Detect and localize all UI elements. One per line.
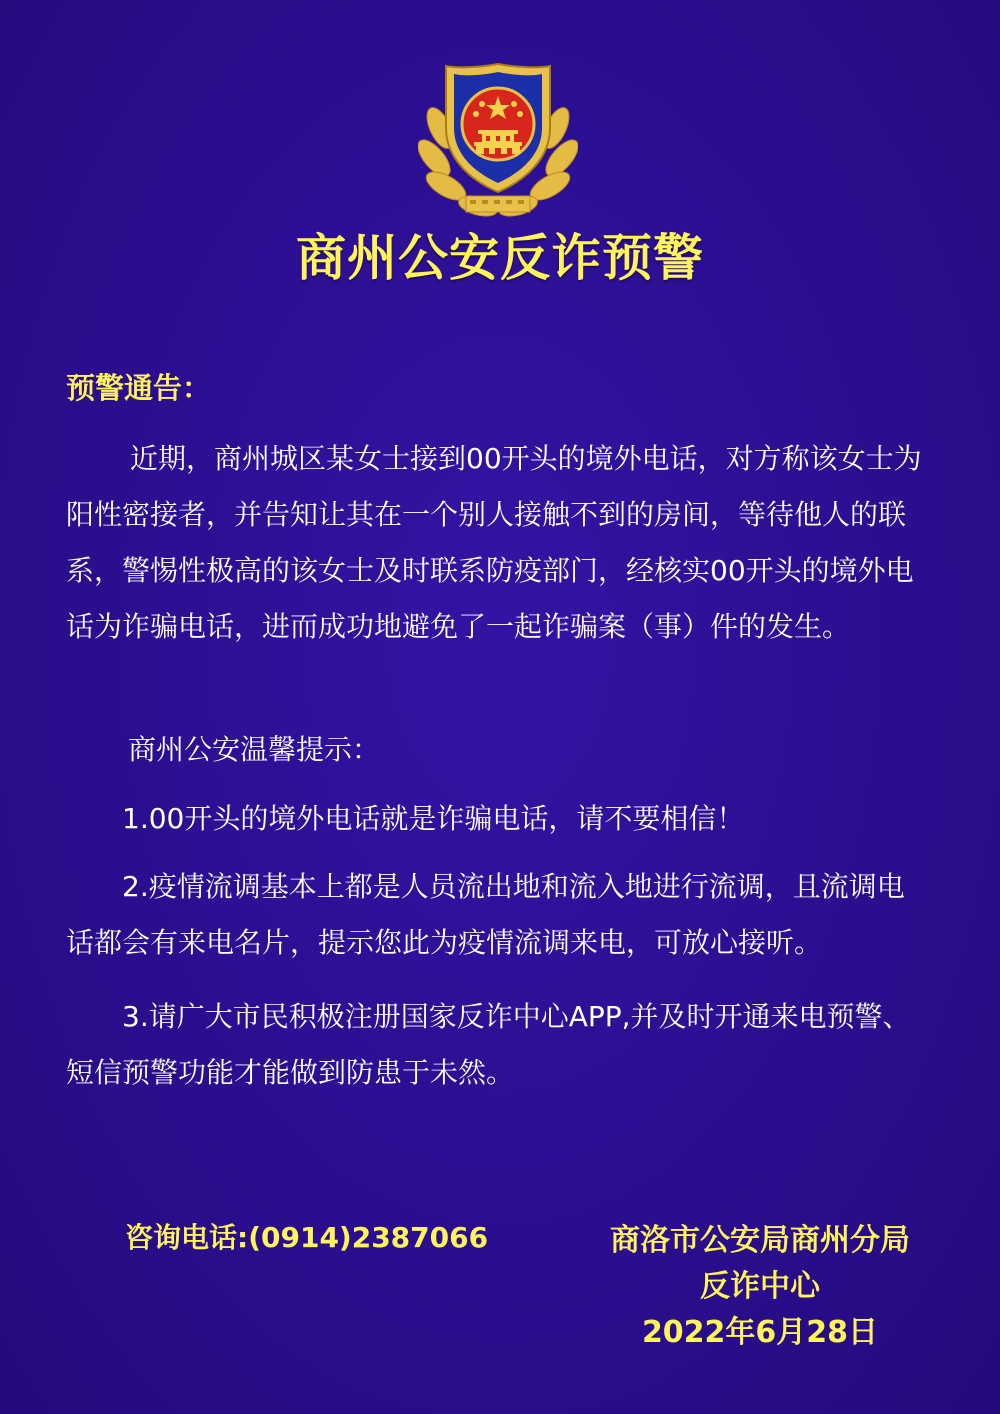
organization-name: 商洛市公安局商州分局 bbox=[610, 1223, 910, 1258]
department-name: 反诈中心 bbox=[700, 1269, 820, 1304]
tips-heading: 商州公安温馨提示： bbox=[128, 733, 381, 766]
tip-item-3: 3.请广大市民积极注册国家反诈中心APP,并及时开通来电预警、短信预警功能才能做到防患于未然。 bbox=[66, 1000, 911, 1089]
police-emblem-icon bbox=[418, 58, 578, 223]
signature-block bbox=[580, 1218, 940, 1356]
hotline: 咨询电话:(0914)2387066 bbox=[125, 1221, 489, 1254]
tip-item-2: 2.疫情流调基本上都是人员流出地和流入地进行流调，且流调电话都会有来电名片，提示您此为疫情流调来电，可放心接听。 bbox=[66, 870, 905, 959]
tip-item-1: 1.00开头的境外电话就是诈骗电话，请不要相信！ bbox=[122, 802, 745, 835]
notice-heading: 预警通告： bbox=[66, 371, 212, 405]
issue-date: 2022年6月28日 bbox=[641, 1315, 879, 1350]
notice-paragraph: 近期，商州城区某女士接到00开头的境外电话，对方称该女士为阳性密接者，并告知让其在一个别人接触不到的房间，等待他人的联系，警惕性极高的该女士及时联系防疫部门，经核实00开头的境外电话为诈骗电话，进而成功地避免了一起诈骗案（事）件的发生。 bbox=[66, 442, 922, 643]
page-title: 商州公安反诈预警 bbox=[296, 229, 704, 287]
